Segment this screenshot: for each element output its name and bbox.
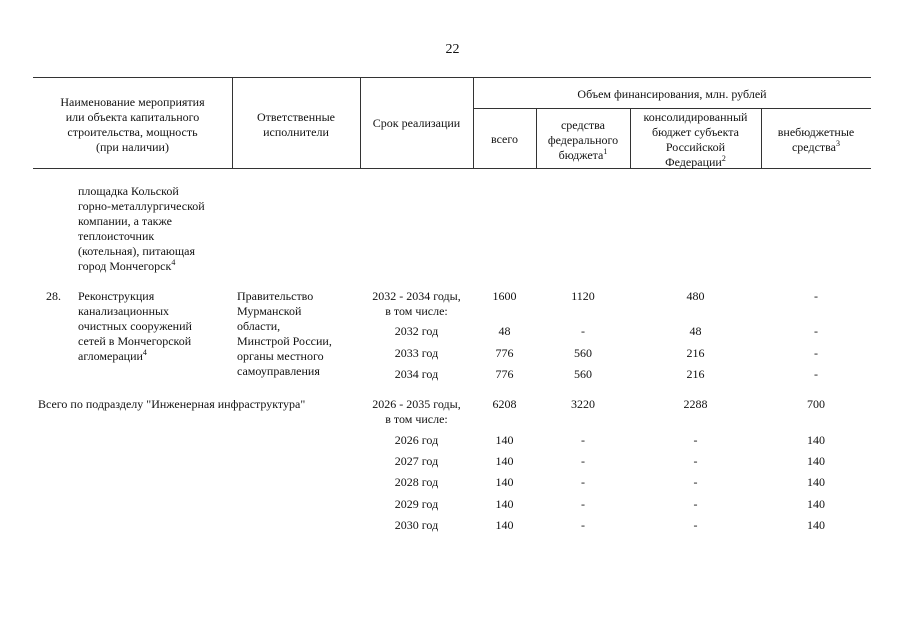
header-exec-line: Ответственные	[257, 110, 335, 124]
header-exec	[232, 110, 360, 140]
ext-cell: -	[814, 324, 818, 338]
header-fed	[536, 118, 630, 163]
term-cell	[360, 289, 473, 319]
reg-cell: 2288	[683, 397, 708, 411]
fed-cell: 560	[574, 367, 592, 381]
ext-cell: -	[814, 289, 818, 303]
total-cell: 776	[495, 367, 514, 381]
fed-cell: 1120	[571, 289, 595, 303]
ext-cell: 140	[807, 454, 825, 468]
total-cell: 140	[495, 433, 514, 447]
header-reg-line: консолидированный	[643, 110, 748, 124]
term-line: 2032 - 2034 годы,	[372, 289, 461, 303]
executor-line: области,	[237, 319, 281, 333]
header-name-line: (при наличии)	[96, 140, 169, 154]
term-line: в том числе:	[385, 304, 448, 318]
continuation-line: компании, а также	[78, 214, 172, 228]
footnote-mark: 4	[142, 348, 147, 357]
footnote-mark: 3	[836, 139, 840, 148]
reg-cell: -	[693, 433, 698, 447]
reg-cell: 216	[686, 346, 705, 360]
ext-cell: 140	[807, 518, 825, 532]
executor-line: органы местного	[237, 349, 324, 363]
total-cell: 6208	[492, 397, 517, 411]
header-fed-line: федерального	[547, 133, 619, 147]
fed-cell: -	[581, 433, 585, 447]
ext-cell: 140	[807, 497, 825, 511]
total-cell: 48	[498, 324, 511, 338]
fed-cell: -	[581, 518, 585, 532]
ext-cell: 140	[807, 475, 825, 489]
term-line: 2026 - 2035 годы,	[372, 397, 461, 411]
fed-cell: -	[581, 475, 585, 489]
fed-cell: -	[581, 454, 585, 468]
subtotal-label: Всего по подразделу "Инженерная инфраструктура"	[38, 397, 306, 411]
item-number: 28.	[46, 289, 61, 303]
continuation-line: город Мончегорск	[78, 259, 172, 273]
fed-cell: -	[581, 497, 585, 511]
total-cell: 776	[495, 346, 514, 360]
executor-line: Правительство	[237, 289, 314, 303]
fed-cell: 560	[574, 346, 592, 360]
total-cell: 140	[495, 454, 514, 468]
item-name-line: сетей в Мончегорской	[78, 334, 192, 348]
header-fed-line: бюджета	[558, 148, 604, 162]
reg-cell: -	[693, 497, 698, 511]
fed-cell: -	[581, 324, 585, 338]
header-fed-line: средства	[560, 118, 605, 132]
term-cell: 2030 год	[394, 518, 439, 532]
reg-cell: -	[693, 454, 698, 468]
term-cell: 2033 год	[394, 346, 439, 360]
term-cell: 2028 год	[394, 475, 439, 489]
reg-cell: 480	[686, 289, 705, 303]
header-reg-line: Федерации	[665, 155, 722, 169]
header-ext	[761, 125, 871, 155]
reg-cell: -	[693, 475, 698, 489]
total-cell: 140	[495, 497, 514, 511]
item-name	[78, 289, 228, 364]
term-cell: 2032 год	[394, 324, 439, 338]
header-reg-line: Российской	[665, 140, 726, 154]
header-reg	[630, 110, 761, 170]
fed-cell: 3220	[571, 397, 595, 411]
fin-group-rule	[473, 108, 871, 109]
footnote-mark: 2	[721, 154, 726, 163]
continuation-line: теплоисточник	[78, 229, 155, 243]
header-ext-line: средства	[791, 140, 836, 154]
header-reg-line: бюджет субъекта	[651, 125, 739, 139]
page-number: 22	[445, 42, 460, 57]
header-term: Срок реализации	[372, 116, 461, 130]
term-cell: 2026 год	[394, 433, 439, 447]
reg-cell: 48	[689, 324, 702, 338]
total-cell: 1600	[492, 289, 517, 303]
header-name-line: строительства, мощность	[67, 125, 198, 139]
header-name-line: или объекта капитального	[65, 110, 200, 124]
ext-cell: 140	[807, 433, 825, 447]
item-name-line: канализационных	[78, 304, 170, 318]
item-executors	[237, 289, 357, 379]
ext-cell: -	[814, 367, 818, 381]
ext-cell: 700	[807, 397, 825, 411]
executor-line: самоуправления	[237, 364, 320, 378]
executor-line: Мурманской	[237, 304, 302, 318]
continuation-line: площадка Кольской	[78, 184, 179, 198]
header-total: всего	[490, 132, 519, 146]
header-fin-group: Объем финансирования, млн. рублей	[577, 87, 767, 101]
term-cell: 2027 год	[394, 454, 439, 468]
total-cell: 140	[495, 475, 514, 489]
term-line: в том числе:	[385, 412, 448, 426]
term-cell: 2034 год	[394, 367, 439, 381]
reg-cell: -	[693, 518, 698, 532]
header-top-rule	[33, 77, 871, 78]
footnote-mark: 1	[603, 147, 608, 156]
item-name-line: очистных сооружений	[78, 319, 192, 333]
continuation-text	[78, 184, 238, 274]
ext-cell: -	[814, 346, 818, 360]
footnote-mark: 4	[171, 258, 176, 267]
executor-line: Минстрой России,	[237, 334, 332, 348]
header-name-line: Наименование мероприятия	[60, 95, 205, 109]
item-name-line: Реконструкция	[78, 289, 155, 303]
continuation-line: (котельная), питающая	[78, 244, 195, 258]
term-cell	[360, 397, 473, 427]
item-name-line: агломерации	[78, 349, 143, 363]
continuation-line: горно-металлургической	[78, 199, 205, 213]
term-cell: 2029 год	[394, 497, 439, 511]
header-exec-line: исполнители	[263, 125, 329, 139]
reg-cell: 216	[686, 367, 705, 381]
header-name	[33, 95, 232, 155]
header-ext-line: внебюджетные	[777, 125, 855, 139]
total-cell: 140	[495, 518, 514, 532]
